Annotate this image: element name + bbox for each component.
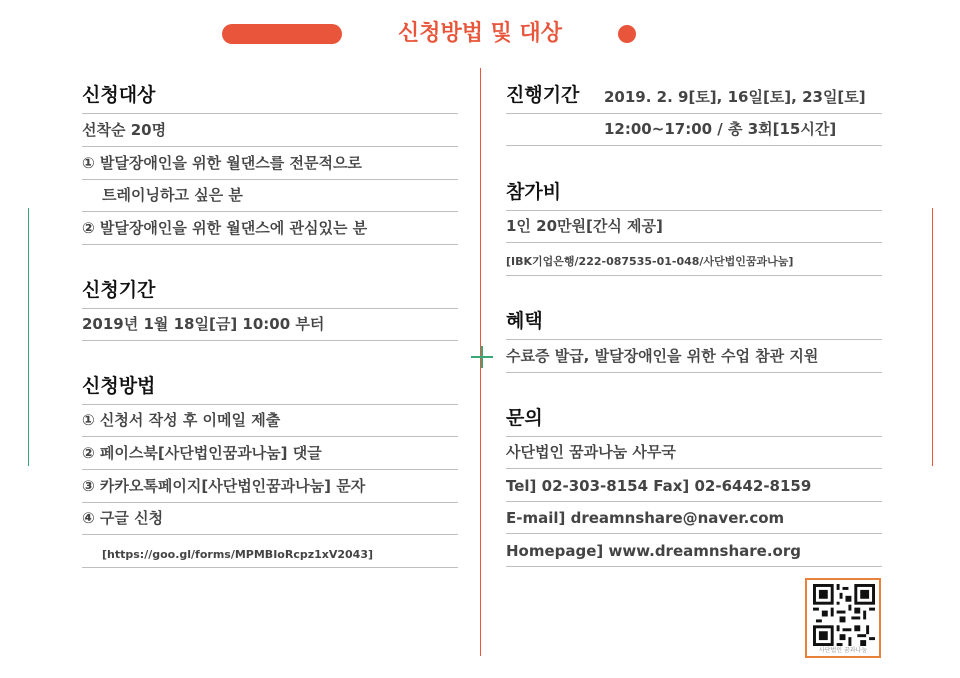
contact-email[interactable]: E-mail] dreamnshare@naver.com	[506, 509, 785, 527]
list-item	[82, 470, 458, 503]
target-first: 선착순 20명	[82, 121, 167, 139]
page-title: 신청방법 및 대상	[397, 21, 563, 46]
schedule-row	[506, 81, 882, 114]
period-text: 2019년 1월 18일[금] 10:00 부터	[82, 315, 325, 333]
list-item	[506, 243, 882, 276]
method-3: ③ 카카오톡페이지[사단법인꿈과나눔] 문자	[82, 477, 366, 495]
schedule-heading: 진행기간	[506, 84, 580, 106]
method-link[interactable]: [https://goo.gl/forms/MPMBIoRcpz1xV2043]	[102, 548, 374, 561]
right-column	[506, 81, 882, 567]
list-item	[506, 114, 882, 146]
contact-phone: Tel] 02-303-8154 Fax] 02-6442-8159	[506, 477, 812, 495]
method-heading-row	[82, 341, 458, 405]
list-item	[82, 503, 458, 535]
contact-org: 사단법인 꿈과나눔 사무국	[506, 443, 676, 461]
target-heading-row	[82, 81, 458, 114]
benefit-heading-row	[506, 276, 882, 340]
list-item	[506, 340, 882, 373]
benefit-heading: 혜택	[506, 310, 543, 332]
schedule-time: 12:00~17:00 / 총 3회[15시간]	[604, 120, 837, 138]
method-2: ② 페이스북[사단법인꿈과나눔] 댓글	[82, 444, 322, 462]
schedule-dates: 2019. 2. 9[토], 16일[토], 23일[토]	[604, 88, 866, 106]
target-heading: 신청대상	[82, 84, 156, 106]
title-dot-decoration	[618, 25, 636, 43]
left-edge-line	[28, 208, 29, 466]
fee-text: 1인 20만원[간식 제공]	[506, 217, 663, 235]
list-item	[82, 147, 458, 180]
method-1: ① 신청서 작성 후 이메일 제출	[82, 411, 281, 429]
list-item	[82, 309, 458, 341]
qr-code-icon	[813, 584, 875, 646]
period-heading-row	[82, 245, 458, 309]
target-item-1b: 트레이닝하고 싶은 분	[102, 186, 243, 204]
qr-caption: 사단법인 꿈과나눔	[818, 647, 868, 654]
list-item	[506, 211, 882, 243]
method-heading: 신청방법	[82, 375, 156, 397]
contact-heading: 문의	[506, 407, 543, 429]
contact-homepage[interactable]: Homepage] www.dreamnshare.org	[506, 542, 801, 560]
contact-heading-row	[506, 373, 882, 437]
qr-code[interactable]	[805, 578, 881, 658]
list-item	[506, 534, 882, 567]
list-item	[82, 180, 458, 212]
list-item	[82, 405, 458, 437]
list-item	[506, 469, 882, 502]
fee-heading: 참가비	[506, 181, 562, 203]
title-pill-decoration	[222, 24, 342, 44]
period-heading: 신청기간	[82, 279, 156, 301]
fee-account: [IBK기업은행/222-087535-01-048/사단법인꿈과나눔]	[506, 255, 794, 268]
list-item	[82, 114, 458, 147]
target-item-1a: ① 발달장애인을 위한 월댄스를 전문적으로	[82, 154, 362, 172]
benefit-text: 수료증 발급, 발달장애인을 위한 수업 참관 지원	[506, 347, 819, 365]
list-item	[506, 502, 882, 534]
list-item	[82, 437, 458, 470]
right-edge-line	[932, 208, 933, 466]
target-item-2: ② 발달장애인을 위한 월댄스에 관심있는 분	[82, 219, 368, 237]
list-item	[82, 535, 458, 568]
list-item	[506, 437, 882, 469]
plus-cross-decoration	[471, 346, 493, 368]
left-column	[82, 81, 458, 568]
method-4: ④ 구글 신청	[82, 509, 164, 527]
fee-heading-row	[506, 146, 882, 211]
list-item	[82, 212, 458, 245]
